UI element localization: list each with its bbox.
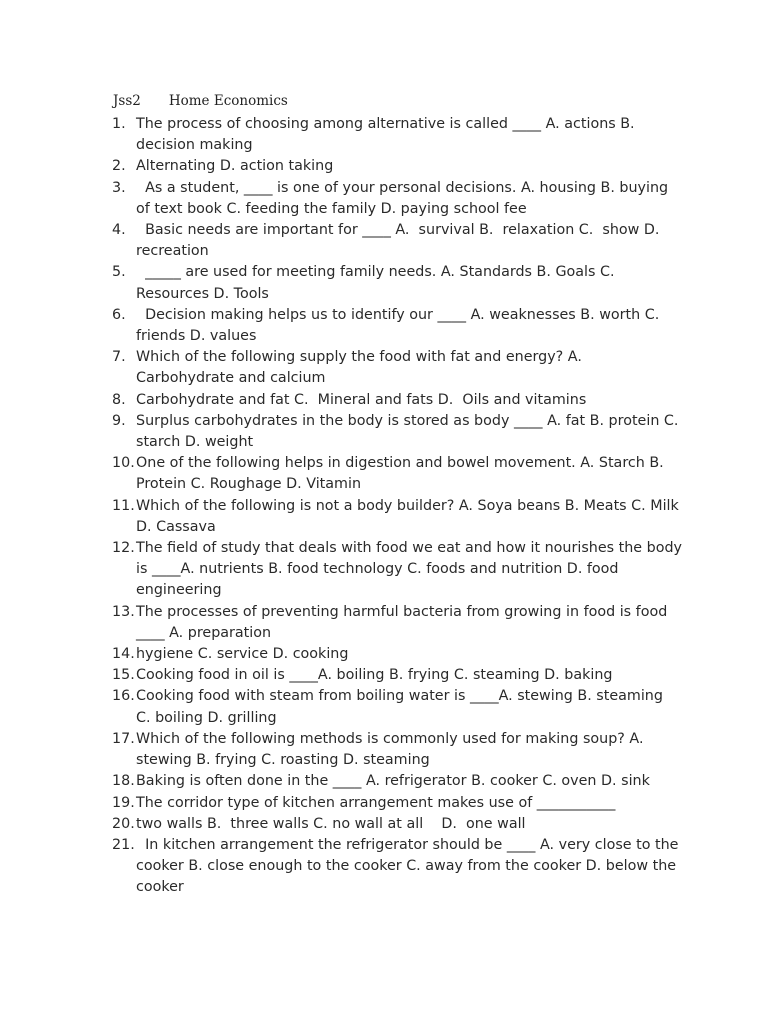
question-item xyxy=(112,644,682,665)
question-item xyxy=(112,453,682,495)
question-text: Cooking food with steam from boiling water is ____A. stewing B. steaming C. boiling D. grilling xyxy=(136,688,668,726)
question-number: 5. xyxy=(112,264,126,281)
question-number: 3. xyxy=(112,179,126,196)
question-text: Which of the following supply the food with fat and energy? A. Carbohydrate and calcium xyxy=(136,349,591,387)
question-number: 11. xyxy=(112,497,135,514)
question-item xyxy=(112,729,682,771)
question-item xyxy=(112,220,682,262)
question-text: Carbohydrate and fat C. Mineral and fats D. Oils and vitamins xyxy=(136,391,587,408)
question-text: _____ are used for meeting family needs. A. Standards B. Goals C. Resources D. Tools xyxy=(136,264,620,302)
question-number: 2. xyxy=(112,158,126,175)
question-list xyxy=(112,114,687,899)
question-number: 4. xyxy=(112,222,126,239)
question-text: The corridor type of kitchen arrangement makes use of ___________ xyxy=(136,794,616,811)
question-item xyxy=(112,390,682,411)
question-text: One of the following helps in digestion and bowel movement. A. Starch B. Protein C. Roughage D. Vitamin xyxy=(136,455,669,493)
question-text: Alternating D. action taking xyxy=(136,158,334,175)
document-header xyxy=(113,93,288,109)
question-item xyxy=(112,602,682,644)
question-number: 7. xyxy=(112,349,126,366)
question-number: 14. xyxy=(112,646,135,663)
question-text: Cooking food in oil is ____A. boiling B. frying C. steaming D. baking xyxy=(136,667,613,684)
question-number: 12. xyxy=(112,540,135,557)
question-item xyxy=(112,771,682,792)
question-number: 19. xyxy=(112,794,135,811)
question-text: In kitchen arrangement the refrigerator should be ____ A. very close to the cooker B. close enough to the cooker C. away from the cooker D. below the cooker xyxy=(136,836,684,896)
question-text: Baking is often done in the ____ A. refrigerator B. cooker C. oven D. sink xyxy=(136,773,650,790)
question-item xyxy=(112,496,682,538)
question-text: As a student, ____ is one of your personal decisions. A. housing B. buying of text book C. feeding the family D. paying school fee xyxy=(136,179,673,217)
question-item xyxy=(112,305,682,347)
question-item xyxy=(112,411,682,453)
question-item xyxy=(112,665,682,686)
question-item xyxy=(112,262,682,304)
subject-title: Home Economics xyxy=(168,93,288,109)
question-number: 9. xyxy=(112,412,126,429)
question-number: 15. xyxy=(112,667,135,684)
question-text: The process of choosing among alternative is called ____ A. actions B. decision making xyxy=(136,116,640,154)
question-item xyxy=(112,793,682,814)
question-text: Decision making helps us to identify our ____ A. weaknesses B. worth C. friends D. values xyxy=(136,306,664,345)
question-number: 18. xyxy=(112,773,135,790)
question-number: 21. xyxy=(112,836,135,853)
question-item xyxy=(112,114,682,156)
question-number: 13. xyxy=(112,603,135,620)
question-text: Surplus carbohydrates in the body is stored as body ____ A. fat B. protein C. starch D. weight xyxy=(136,412,683,451)
question-text: Which of the following methods is commonly used for making soup? A. stewing B. frying C. roasting D. steaming xyxy=(136,730,649,769)
question-number: 17. xyxy=(112,730,135,747)
question-text: Basic needs are important for ____ A. survival B. relaxation C. show D. recreation xyxy=(136,222,665,260)
question-number: 10. xyxy=(112,455,135,472)
question-text: Which of the following is not a body builder? A. Soya beans B. Meats C. Milk D. Cassava xyxy=(136,497,684,535)
question-number: 8. xyxy=(112,391,126,408)
question-text: two walls B. three walls C. no wall at all D. one wall xyxy=(136,815,526,832)
question-text: hygiene C. service D. cooking xyxy=(136,646,349,663)
question-item xyxy=(112,538,687,602)
question-item xyxy=(112,156,682,177)
question-item xyxy=(112,178,682,220)
question-item xyxy=(112,814,682,835)
class-label: Jss2 xyxy=(113,93,141,109)
question-text: The processes of preventing harmful bacteria from growing in food is food ____ A. preparation xyxy=(136,603,672,641)
question-number: 6. xyxy=(112,306,126,323)
question-item xyxy=(112,686,682,728)
question-text: The field of study that deals with food we eat and how it nourishes the body is ____A. nutrients B. food technology C. foods and nutrition D. food engineering xyxy=(136,540,687,599)
question-item xyxy=(112,835,682,899)
question-number: 20. xyxy=(112,815,135,832)
question-number: 1. xyxy=(112,116,126,132)
question-number: 16. xyxy=(112,688,135,705)
question-item xyxy=(112,347,682,389)
